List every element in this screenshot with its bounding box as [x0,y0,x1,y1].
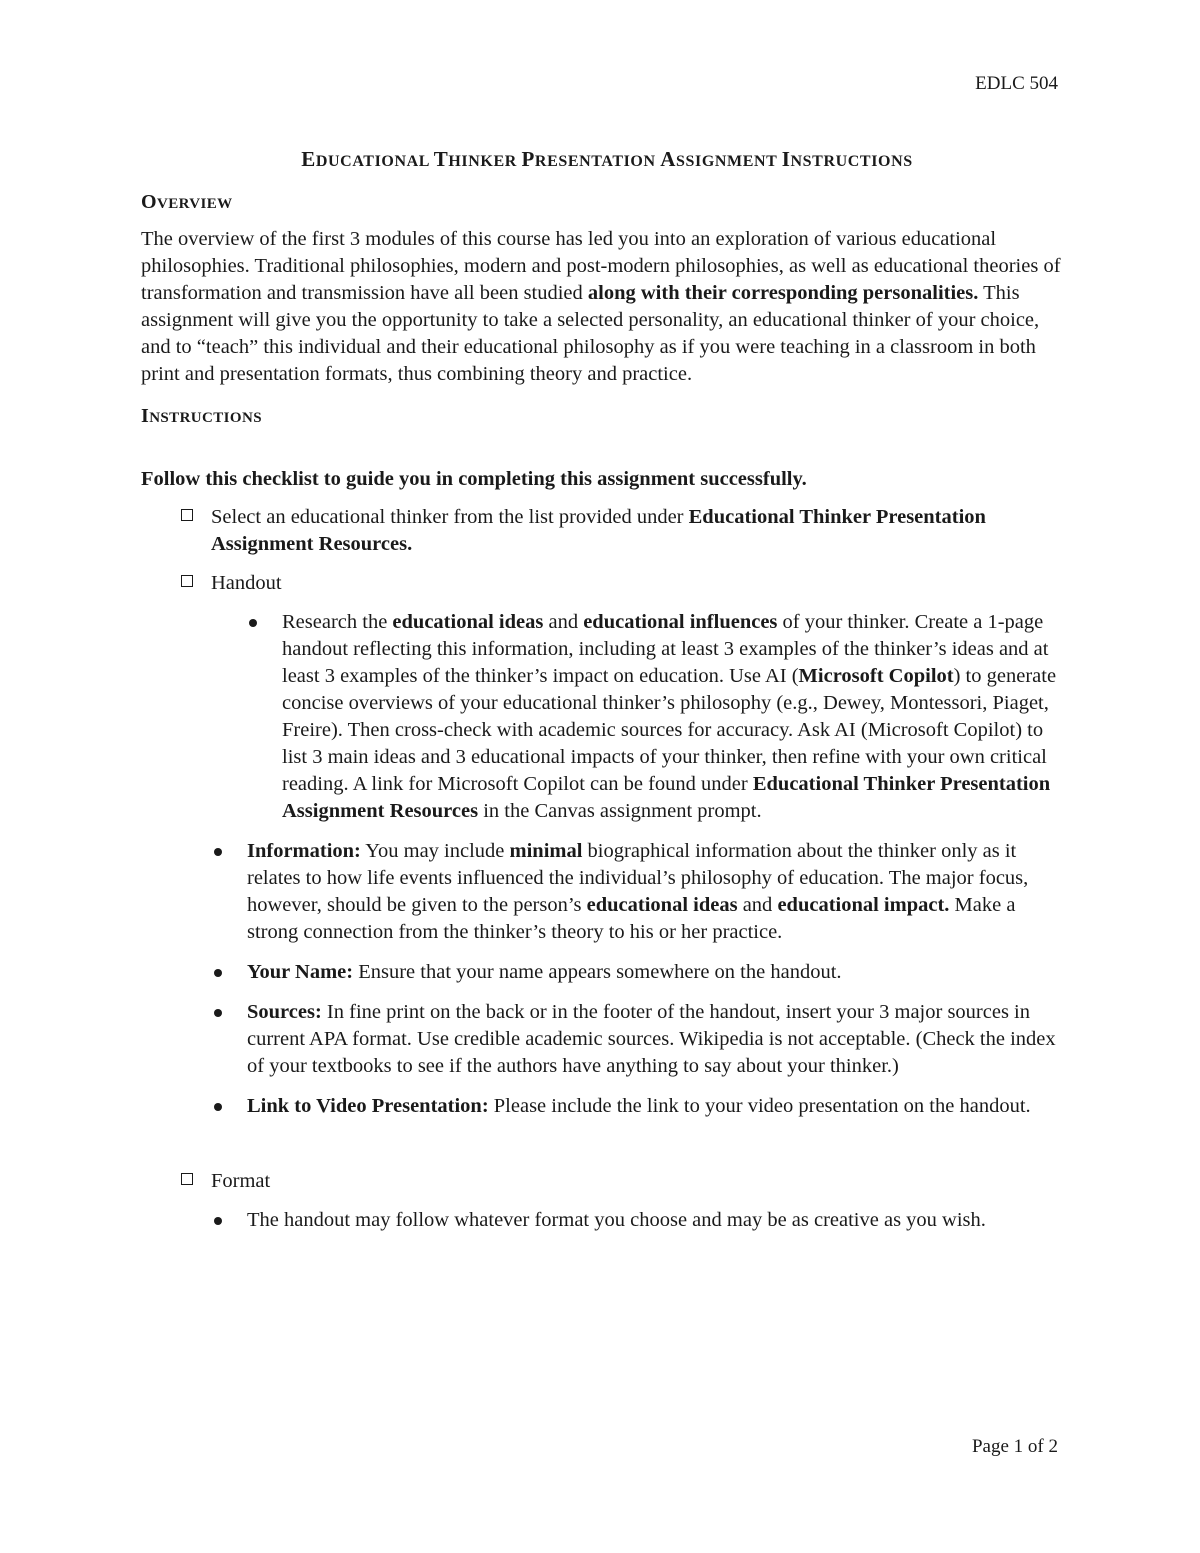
bullet-information: Information: You may include minimal biographical information about the thinker only as it relates to how life events influenced the individual’s philosophy of education. The major focus, however, should be given to the person’s educational ideas and educational impact. Make a strong connection from the thinker’s theory to his or her practice. [141,838,1061,946]
title-word: ASSIGNMENT [660,147,778,171]
course-code: EDLC 504 [975,73,1058,94]
bullet-icon [214,1009,222,1017]
title-word: INSTRUCTIONS [781,147,913,171]
bullet-video-link: Link to Video Presentation: Please include the link to your video presentation on the handout. [141,1093,1061,1120]
overview-paragraph: The overview of the first 3 modules of this course has led you into an exploration of various educational philosophies. Traditional philosophies, modern and post-modern philosophies, as well as educational theories of transformation and transmission have all been studied along with their corresponding personalities. This assignment will give you the opportunity to take a selected personality, an educational thinker of your choice, and to “teach” this individual and their educational philosophy as if you were teaching in a classroom in both print and presentation formats, thus combining theory and practice. [141,228,1061,385]
page-number: Page 1 of 2 [971,1436,1058,1457]
overview-heading: OVERVIEW [141,191,233,213]
checkbox[interactable] [181,1173,193,1185]
document-body [141,145,1061,1247]
bullet-icon [214,969,222,977]
title-word: THINKER [433,147,517,171]
title-word: PRESENTATION [521,147,656,171]
document-title [141,145,1061,176]
checklist-item-handout: Handout [141,570,1061,597]
bullet-format: The handout may follow whatever format you choose and may be as creative as you wish. [141,1207,1061,1234]
bullet-icon [214,1103,222,1111]
checkbox[interactable] [181,509,193,521]
instructions-heading: INSTRUCTIONS [141,405,262,427]
checkbox[interactable] [181,575,193,587]
checklist-item-select-thinker: Select an educational thinker from the list provided under Educational Thinker Presentation Assignment Resources. [141,504,1061,558]
checklist-title: Follow this checklist to guide you in completing this assignment successfully. [141,468,807,490]
bullet-icon [214,848,222,856]
bullet-research: Research the educational ideas and educational influences of your thinker. Create a 1-page handout reflecting this information, including at least 3 examples of the thinker’s ideas and at least 3 examples of the thinker’s impact on education. Use AI (Microsoft Copilot) to generate concise overviews of your educational thinker’s philosophy (e.g., Dewey, Montessori, Piaget, Freire). Then cross-check with academic sources for accuracy. Ask AI (Microsoft Copilot) to list 3 main ideas and 3 educational impacts of your thinker, then refine with your own critical reading. A link for Microsoft Copilot can be found under Educational Thinker Presentation Assignment Resources in the Canvas assignment prompt. [141,609,1061,825]
checklist-item-format: Format [141,1168,1061,1195]
bullet-icon [214,1217,222,1225]
bullet-your-name: Your Name: Ensure that your name appears somewhere on the handout. [141,959,1061,986]
bullet-sources: Sources: In fine print on the back or in the footer of the handout, insert your 3 major sources in current APA format. Use credible academic sources. Wikipedia is not acceptable. (Check the index of your textbooks to see if the authors have anything to say about your thinker.) [141,999,1061,1080]
bullet-icon [249,619,257,627]
title-word: EDUCATIONAL [301,147,430,171]
